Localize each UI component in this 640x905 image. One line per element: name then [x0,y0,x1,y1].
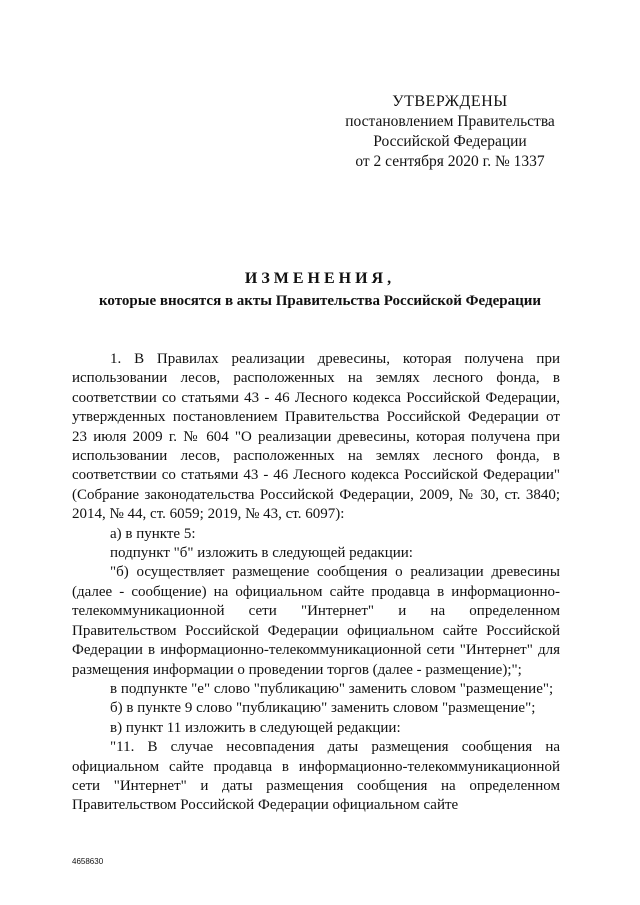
paragraph-3: подпункт "б" изложить в следующей редакции: [110,545,413,562]
paragraph-6: б) в пункте 9 слово "публикацию" заменить словом "размещение"; [110,700,536,717]
approval-line-1: постановлением Правительства [345,113,555,130]
approval-date-number: от 2 сентября 2020 г. № 1337 [355,153,545,170]
document-subtitle: которые вносятся в акты Правительства Российской Федерации [98,293,542,309]
document-title: ИЗМЕНЕНИЯ, [244,270,396,287]
approval-block [330,92,570,172]
paragraph-4: "б) осуществляет размещение сообщения о реализации древесины (далее - сообщение) на официальном сайте продавца в информационно-телекоммуникационной сети "Интернет" и на определенном Правительством Российской Федерации официальном сайте Российской Федерации в информационно-телекоммуникационной сети "Интернет" для размещения информации о проведении торгов (далее - размещение);"; [72,564,560,678]
paragraph-2: а) в пункте 5: [110,525,196,542]
approval-line-2: Российской Федерации [373,133,527,150]
paragraph-1: 1. В Правилах реализации древесины, которая получена при использовании лесов, расположенных на землях лесного фонда, в соответствии со статьями 43 - 46 Лесного кодекса Российской Федерации, утвержденных постановлением Правительства Российской Федерации от 23 июля 2009 г. № 604 "О реализации древесины, которая получена при использовании лесов, расположенных на землях лесного фонда, в соответствии со статьями 43 - 46 Лесного кодекса Российской Федерации" (Собрание законодательства Российской Федерации, 2009, № 30, ст. 3840; 2014, № 44, ст. 6059; 2019, № 43, ст. 6097): [72,351,560,523]
document-body [72,350,560,816]
footer-code: 4658630 [72,857,104,866]
paragraph-8: "11. В случае несовпадения даты размещения сообщения на официальном сайте продавца в информационно-телекоммуникационной сети "Интернет" и даты размещения сообщения на определенном Правительством Российской Федерации официальном сайте [72,739,560,814]
paragraph-7: в) пункт 11 изложить в следующей редакции: [110,719,401,736]
paragraph-5: в подпункте "е" слово "публикацию" заменить словом "размещение"; [110,680,554,697]
approval-heading: УТВЕРЖДЕНЫ [392,93,508,110]
